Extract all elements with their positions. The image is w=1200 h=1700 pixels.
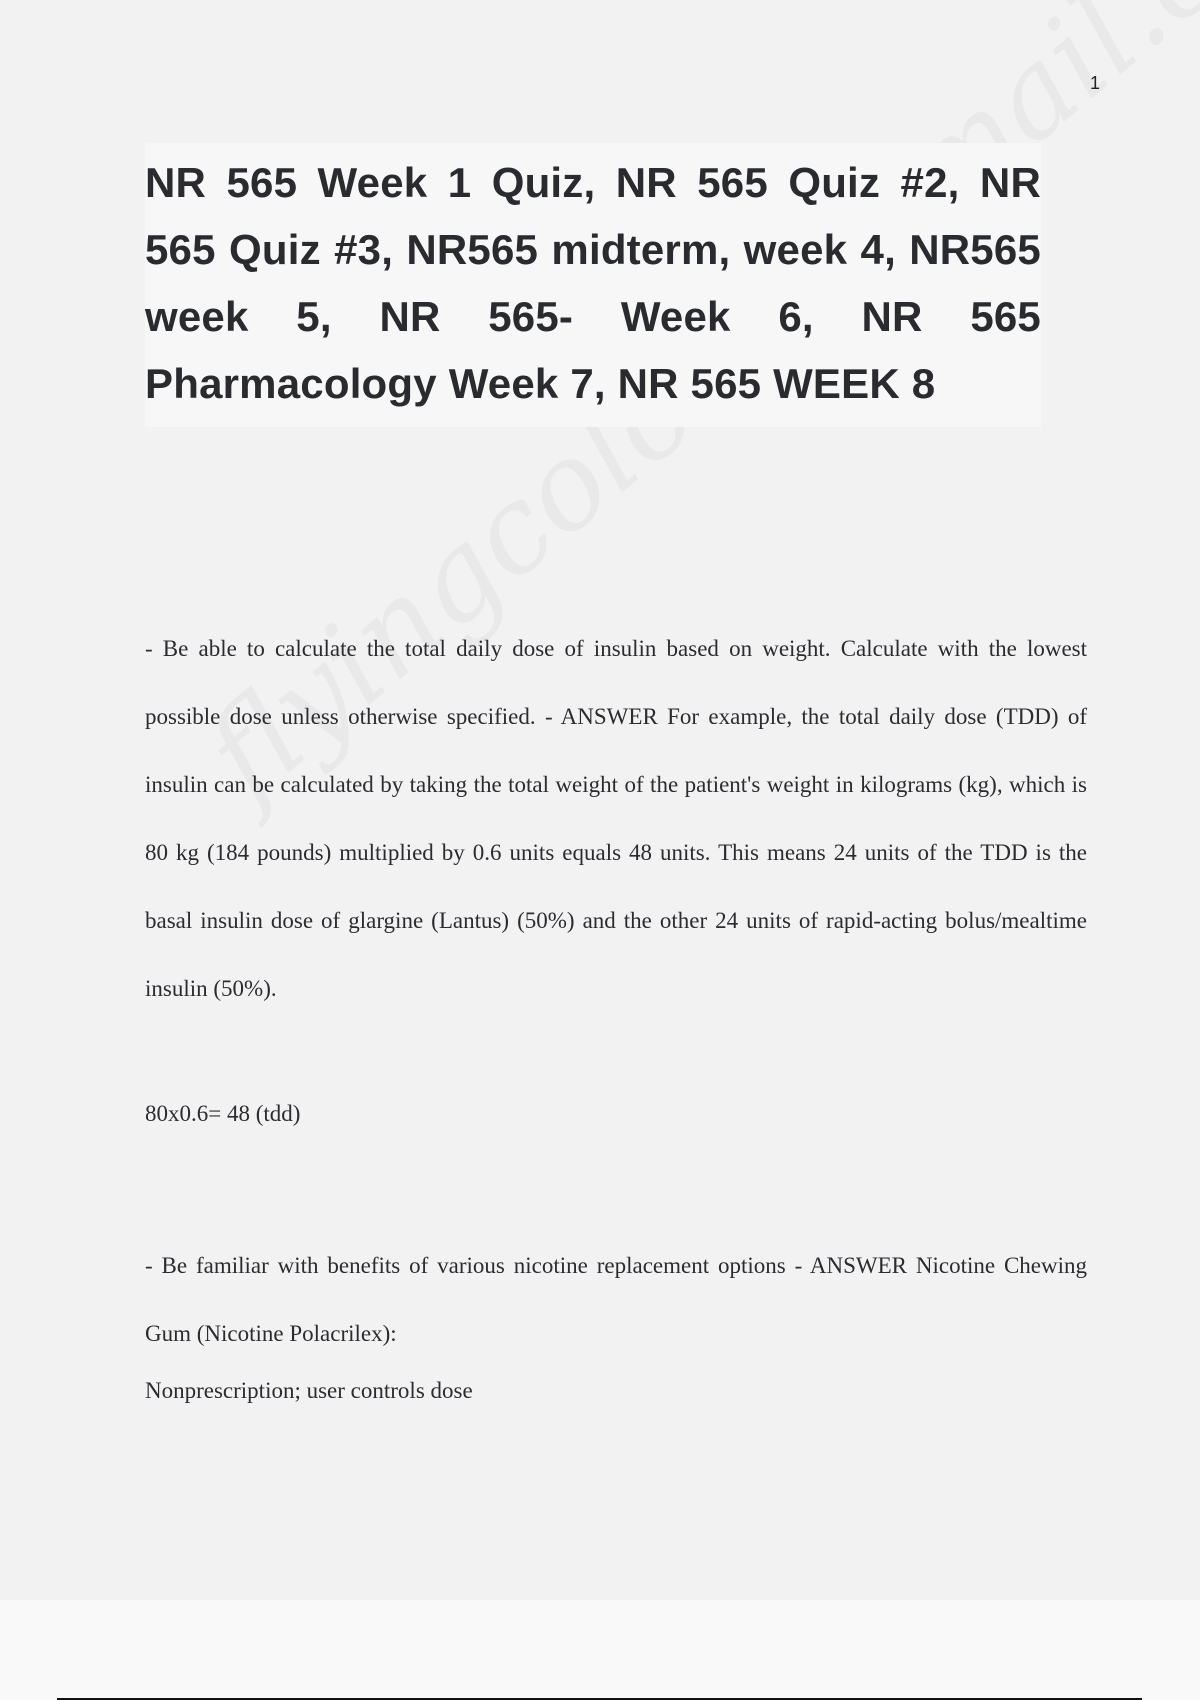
nicotine-question-text: - Be familiar with benefits of various nicotine replacement options - ANSWER Nicotine Chewing Gum (Nicotine Polacrilex): bbox=[145, 1253, 1087, 1346]
tdd-formula: 80x0.6= 48 (tdd) bbox=[145, 1101, 301, 1126]
nicotine-detail-text: Nonprescription; user controls dose bbox=[145, 1378, 473, 1403]
insulin-question-paragraph bbox=[145, 615, 1087, 1023]
insulin-question-text: - Be able to calculate the total daily dose of insulin based on weight. Calculate with the lowest possible dose unless otherwise specified. - ANSWER For example, the total daily dose (TDD) of insulin can be calculated by taking the total weight of the patient's weight in kilograms (kg), which is 80 kg (184 pounds) multiplied by 0.6 units equals 48 units. This means 24 units of the TDD is the basal insulin dose of glargine (Lantus) (50%) and the other 24 units of rapid-acting bolus/mealtime insulin (50%). bbox=[145, 636, 1087, 1001]
title-block bbox=[145, 143, 1041, 427]
nicotine-detail-paragraph bbox=[145, 1371, 1087, 1411]
page-number: 1 bbox=[1089, 73, 1100, 93]
nicotine-question-paragraph bbox=[145, 1232, 1087, 1368]
page-title: NR 565 Week 1 Quiz, NR 565 Quiz #2, NR 565 Quiz #3, NR565 midterm, week 4, NR565 week 5, NR 565- Week 6, NR 565 Pharmacology Week 7, NR 565 WEEK 8 bbox=[145, 159, 1041, 407]
page-footer-area bbox=[0, 1600, 1200, 1700]
